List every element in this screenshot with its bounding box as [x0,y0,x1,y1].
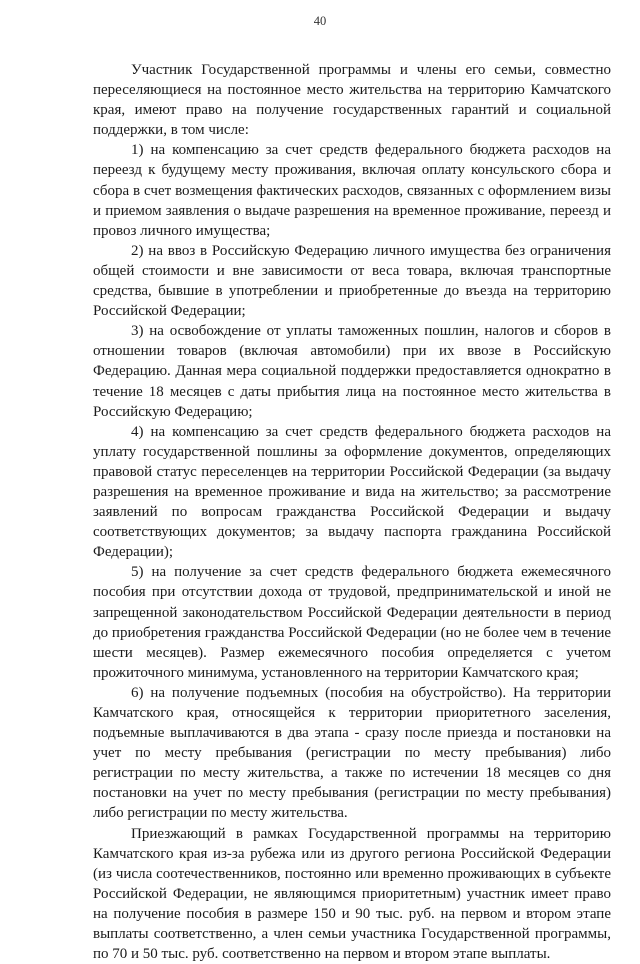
paragraph-item-4: 4) на компенсацию за счет средств федерального бюджета расходов на уплату государственной пошлины за оформление документов, определяющих правовой статус переселенцев на территории Российской Федерации (за выдачу разрешения на временное проживание и вида на жительство; за рассмотрение заявлений по вопросам гражданства Российской Федерации и выдачу соответствующих документов; за выдачу паспорта гражданина Российской Федерации); [93,423,611,561]
document-body [93,60,611,964]
paragraph-item-1: 1) на компенсацию за счет средств федерального бюджета расходов на переезд к будущему месту проживания, включая оплату консульского сбора и сбора в счет возмещения фактических расходов, связанных с оформлением визы и приемом заявления о выдаче разрешения на временное проживание, переезд и провоз личного имущества; [93,142,611,239]
page-number: 40 [313,14,327,28]
paragraph-item-6: 6) на получение подъемных (пособия на обустройство). На территории Камчатского края, относящейся к территории приоритетного заселения, подъемные выплачиваются в два этапа - сразу после приезда и постановки на учет по месту пребывания (регистрации по месту пребывания) либо регистрации по месту жительства, а также по истечении 18 месяцев со дня постановки на учет по месту пребывания (регистрации по месту пребывания) либо регистрации по месту жительства. [93,684,611,822]
paragraph-intro: Участник Государственной программы и члены его семьи, совместно переселяющиеся на постоянное место жительства на территорию Камчатского края, имеют право на получение государственных гарантий и социальной поддержки, в том числе: [93,62,611,139]
paragraph-item-3: 3) на освобождение от уплаты таможенных пошлин, налогов и сборов в отношении товаров (включая автомобили) при их ввозе в Российскую Федерацию. Данная мера социальной поддержки предоставляется однократно в течение 18 месяцев с даты прибытия лица на постоянное место жительства в Российскую Федерацию; [93,323,611,420]
paragraph-item-2: 2) на ввоз в Российскую Федерацию личного имущества без ограничения общей стоимости и вне зависимости от веса товара, включая транспортные средства, бывшие в употреблении и приобретенные до въезда на территорию Российской Федерации; [93,242,611,320]
paragraph-item-5: 5) на получение за счет средств федерального бюджета ежемесячного пособия при отсутствии дохода от трудовой, предпринимательской и иной не запрещенной законодательством Российской Федерации деятельности в период до приобретения гражданства Российской Федерации (но не более чем в течение шести месяцев). Размер ежемесячного пособия определяется с учетом прожиточного минимума, установленного на территории Камчатского края; [93,564,611,681]
paragraph-allowance: Приезжающий в рамках Государственной программы на территорию Камчатского края из-за рубежа или из другого региона Российской Федерации (из числа соотечественников, постоянно или временно проживающих в субъекте Российской Федерации, не являющимся приоритетным) участник имеет право на получение пособия в размере 150 и 90 тыс. руб. на первом и втором этапе выплаты соответственно, а член семьи участника Государственной программы, по 70 и 50 тыс. руб. соответственно на первом и втором этапе выплаты. [93,825,611,963]
